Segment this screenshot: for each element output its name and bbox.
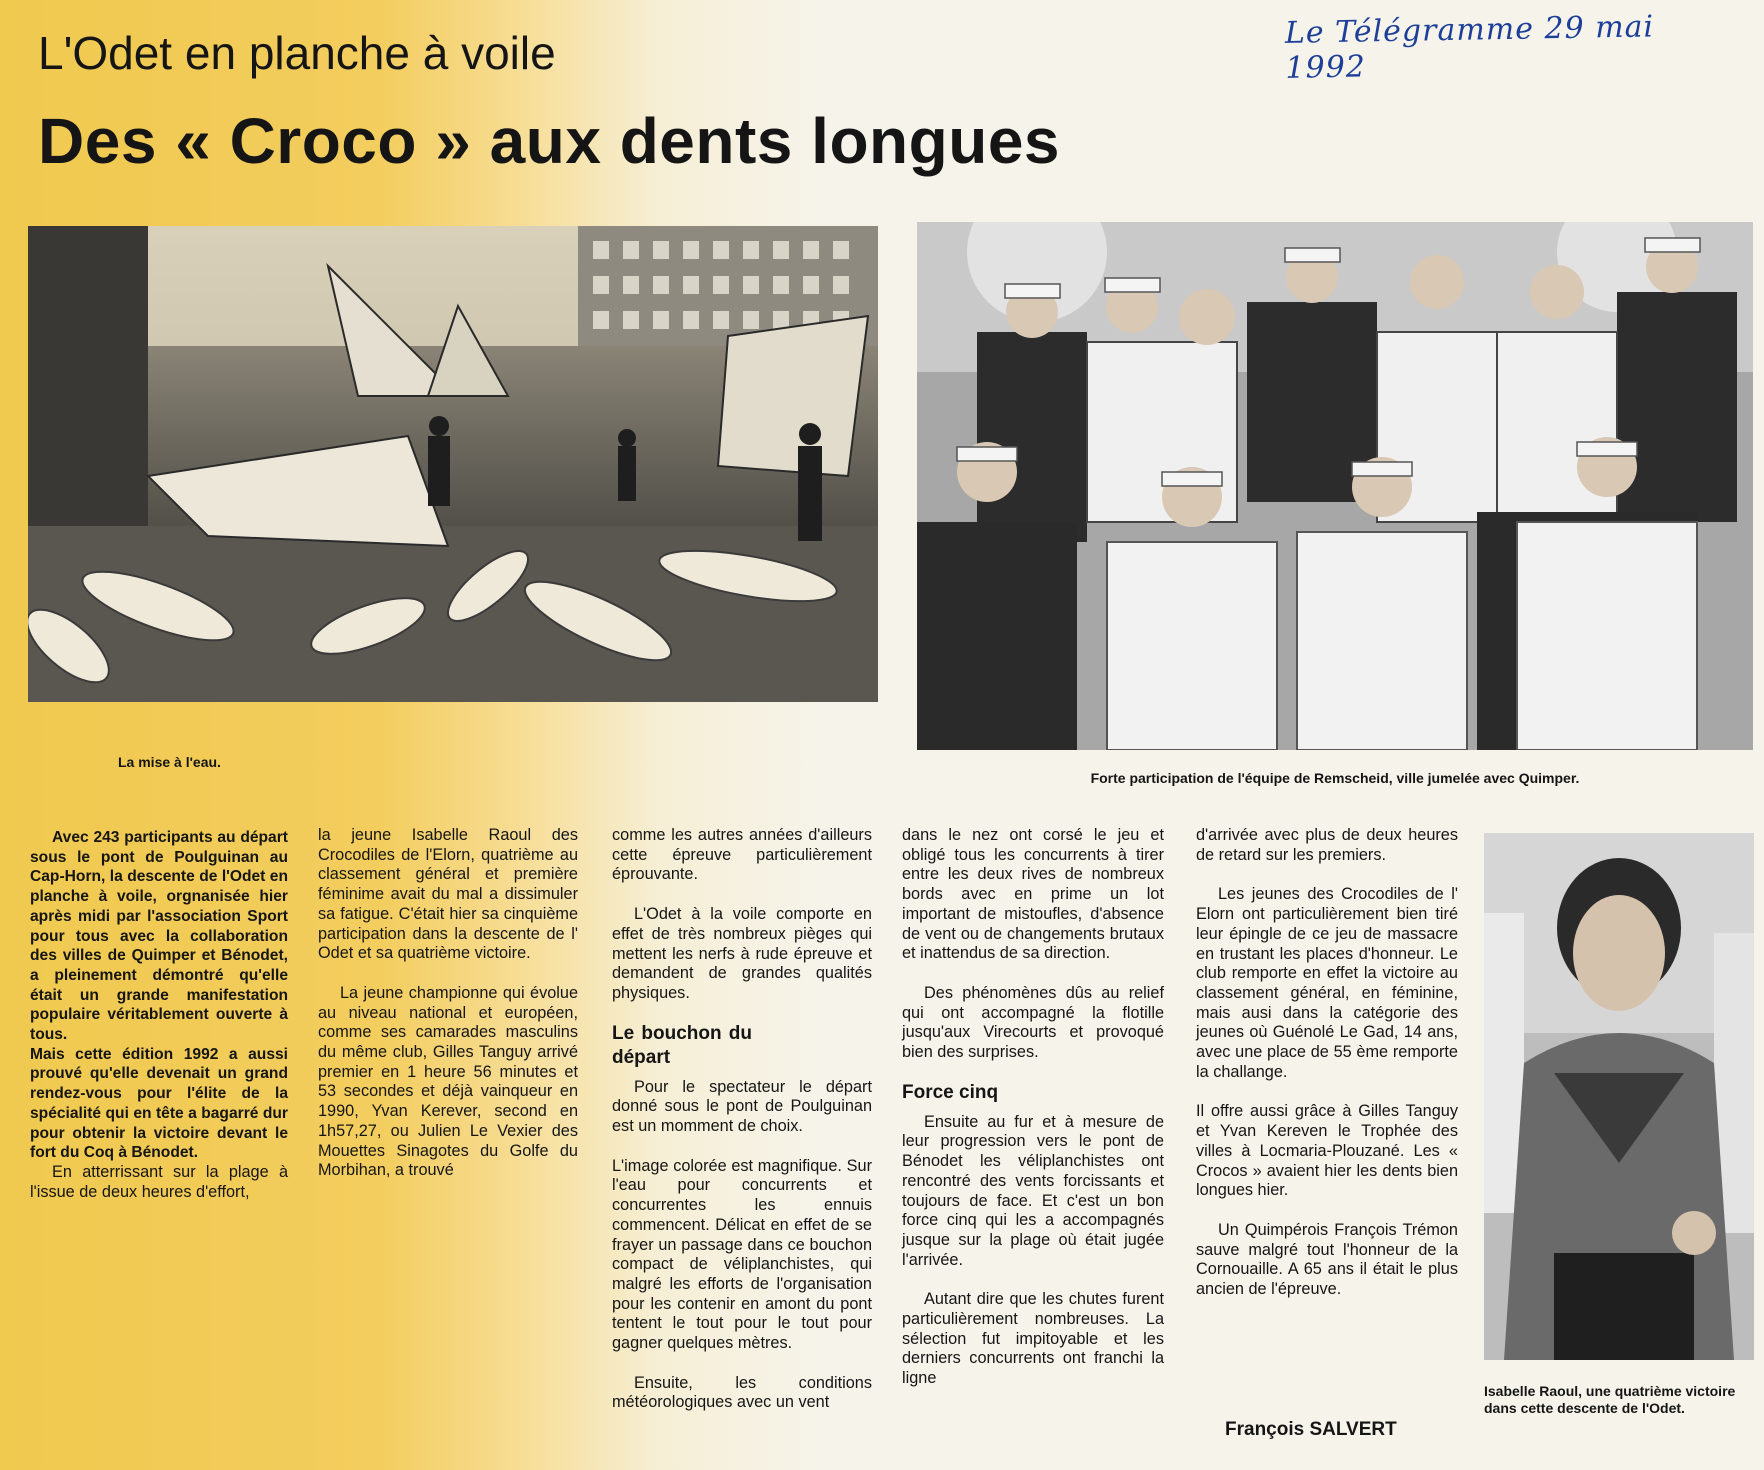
article-paragraph: Pour le spectateur le départ donné sous le pont de Poulguinan est un momment de choix. bbox=[612, 1077, 872, 1136]
article-paragraph: Les jeunes des Crocodiles de l' Elorn ont particulièrement bien tiré leur épingle de ce jeu de massacre en trustant les places d'honneur. Le club remporte en effet la victoire au classement général, en féminine, mais ausi dans la catégorie des jeunes où Guénolé Le Gad, 14 ans, avec une place de 55 ème remporte la challange. bbox=[1196, 885, 1458, 1081]
article-paragraph: En atterrissant sur la plage à l'issue de deux heures d'effort, bbox=[30, 1162, 288, 1201]
article-paragraph: L'Odet à la voile comporte en effet de très nombreux pièges qui mettent les nerfs à rude épreuve et demandent de grandes qualités physiques. bbox=[612, 905, 872, 1002]
article-column-1 bbox=[30, 828, 288, 1202]
windsurf-launch-image bbox=[28, 226, 878, 702]
photo-team bbox=[917, 222, 1753, 750]
article-paragraph: La jeune championne qui évolue au niveau national et européen, comme ses camarades masculins du même club, Gilles Tanguy arrivé premier en 1 heure 56 minutes et 53 secondes et déjà vainqueur en 1990, Yvan Kerever, second en 1h57,27, ou Julien Le Vexier des Mouettes Sinagotes du Golfe du Morbihan, a trouvé bbox=[318, 983, 578, 1180]
team-group-image bbox=[917, 222, 1753, 750]
photo-launch-caption: La mise à l'eau. bbox=[118, 754, 221, 770]
article-paragraph: L'image colorée est magnifique. Sur l'eau pour concurrents et concurrentes les ennuis commencent. Délicat en effet de se frayer un passage dans ce bouchon compact de véliplanchistes, qui malgré les efforts de l'organisation pour les contenir en amont du pont tentent le tout pour le tout pour gagner quelques mètres. bbox=[612, 1156, 872, 1353]
article-column-3 bbox=[612, 826, 872, 1413]
author-signature: François SALVERT bbox=[1225, 1419, 1397, 1440]
article-subhead: Le bouchon du départ bbox=[612, 1022, 752, 1068]
article-lede-paragraph-2: Mais cette édition 1992 a aussi prouvé qu'elle devenait un grand rendez-vous pour l'élite de la spécialité qui en tête a bagarré dur pour obtenir la victoire devant le fort du Coq à Bénodet. bbox=[30, 1045, 288, 1162]
article-column-5 bbox=[1196, 826, 1458, 1300]
article-paragraph: Ensuite au fur et à mesure de leur progression vers le pont de Bénodet les véliplanchistes ont rencontré des vents forcissants et toujours de face. Et c'est un bon force cinq qui les a accompagnés jusque sur la plage où était jugée l'arrivée. bbox=[902, 1112, 1164, 1269]
article-lede-paragraph-1: Avec 243 participants au départ sous le pont de Poulguinan au Cap-Horn, la descente de l'Odet en planche à voile, orgnanisée hier après midi par l'association Sport pour tous avec la collaboration des villes de Quimper et Bénodet, a pleinement démontré qu'elle était un grande manifestation populaire véritablement ouverte à tous. bbox=[30, 829, 288, 1044]
article-paragraph: Autant dire que les chutes furent particulièrement nombreuses. La sélection fut impitoyable et les derniers concurrents ont franchi la ligne bbox=[902, 1290, 1164, 1388]
article-headline: Des « Croco » aux dents longues bbox=[38, 105, 1060, 177]
handwritten-annotation: Le Télégramme 29 mai 1992 bbox=[1284, 9, 1655, 86]
article-paragraph: Il offre aussi grâce à Gilles Tanguy et Yvan Kereven le Trophée des villes à Locmaria-Plouzané. Les « Crocos » avaient hier les dents bien longues hier. bbox=[1196, 1102, 1458, 1200]
article-paragraph: la jeune Isabelle Raoul des Crocodiles de l'Elorn, quatrième au classement général et première féminime avait du mal a dissimuler sa fatigue. C'était hier sa cinquième participation dans la descente de l' Odet et sa quatrième victoire. bbox=[318, 826, 578, 963]
article-subhead: Force cinq bbox=[902, 1081, 999, 1103]
article-paragraph: Un Quimpérois François Trémon sauve malgré tout l'honneur de la Cornouaille. A 65 ans il était le plus ancien de l'épreuve. bbox=[1196, 1220, 1458, 1299]
photo-portrait bbox=[1484, 833, 1754, 1360]
article-paragraph: dans le nez ont corsé le jeu et obligé tous les concurrents à tirer entre les deux rives de nombreux bords avec en prime un lot important de mistoufles, d'absence de vent ou de changements brutaux et inattendus de sa direction. bbox=[902, 826, 1164, 963]
photo-team-caption: Forte participation de l'équipe de Remscheid, ville jumelée avec Quimper. bbox=[1090, 770, 1580, 786]
article-paragraph: Ensuite, les conditions météorologiques avec un vent bbox=[612, 1373, 872, 1412]
portrait-image bbox=[1484, 833, 1754, 1360]
article-paragraph: comme les autres années d'ailleurs cette épreuve particulièrement éprouvante. bbox=[612, 826, 872, 884]
article-paragraph: d'arrivée avec plus de deux heures de retard sur les premiers. bbox=[1196, 826, 1458, 864]
article-column-4 bbox=[902, 826, 1164, 1389]
photo-portrait-caption: Isabelle Raoul, une quatrième victoire dans cette descente de l'Odet. bbox=[1484, 1383, 1736, 1416]
article-kicker: L'Odet en planche à voile bbox=[38, 27, 556, 79]
photo-launch bbox=[28, 226, 878, 702]
article-paragraph: Des phénomènes dûs au relief qui ont accompagné la flotille jusqu'aux Virecourts et provoqué bien des surprises. bbox=[902, 983, 1164, 1062]
article-column-2 bbox=[318, 826, 578, 1181]
